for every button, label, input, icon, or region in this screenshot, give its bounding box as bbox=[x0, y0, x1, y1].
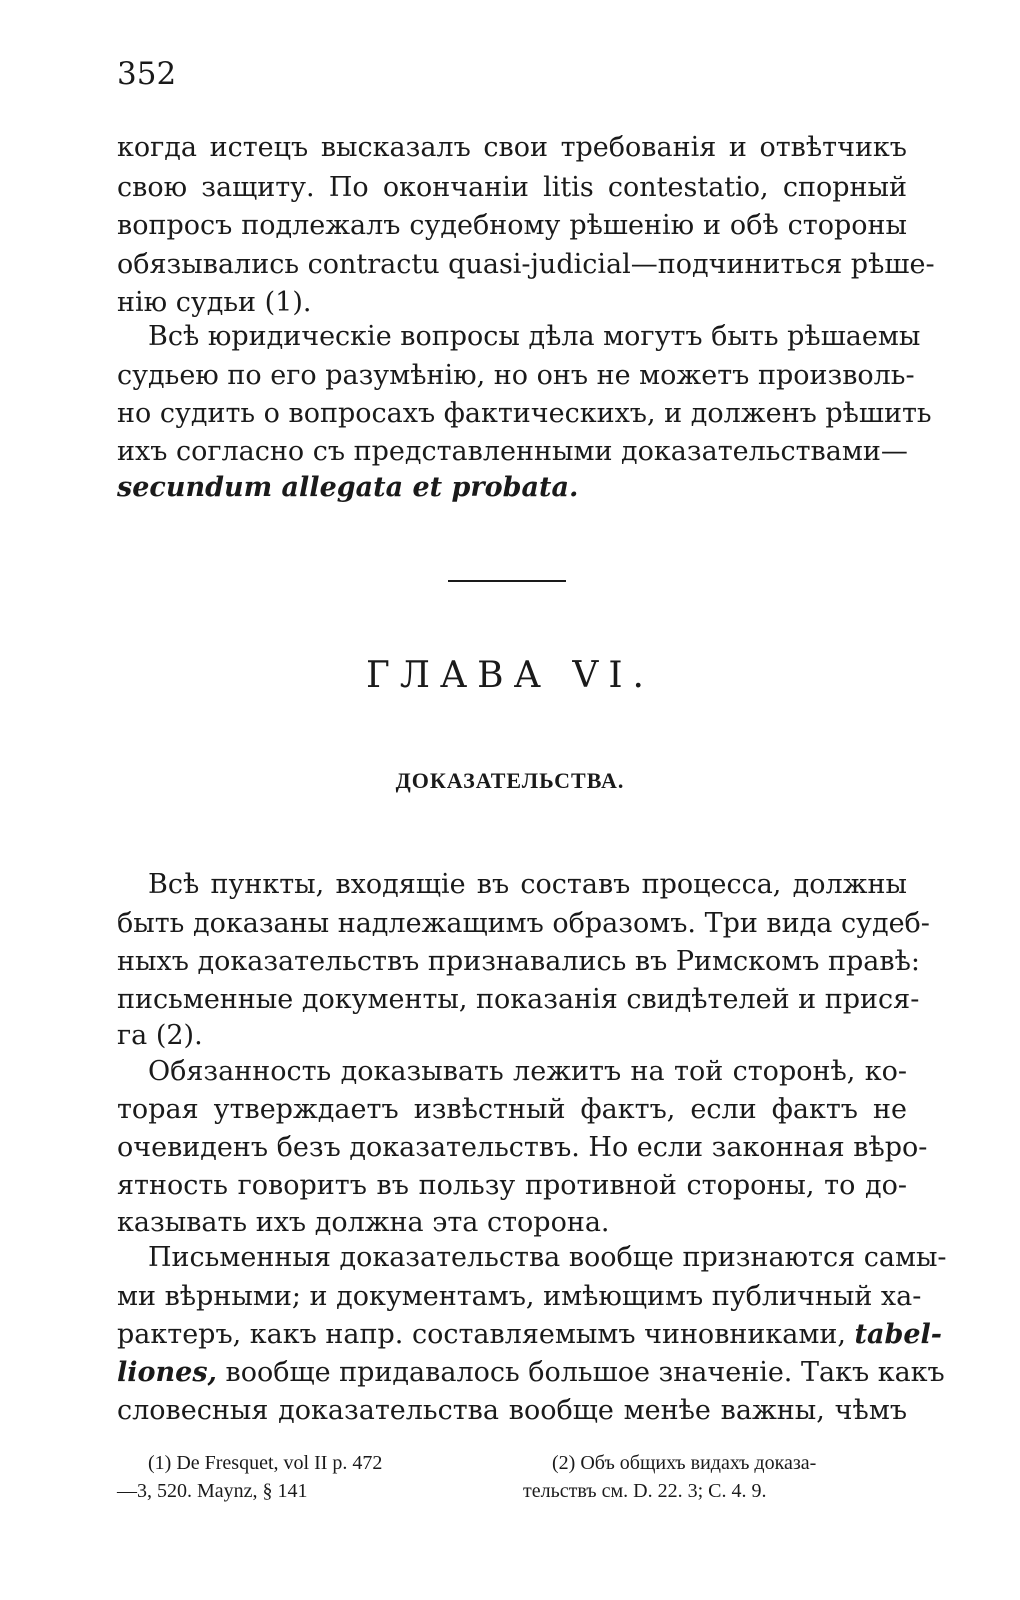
page-number: 352 bbox=[117, 56, 177, 92]
para2-italic-phrase: secundum allegata et probata. bbox=[117, 472, 579, 503]
para5-line-4-text: вообще придавалось большое значеніе. Такъ какъ bbox=[225, 1357, 945, 1388]
para2-line-2: судьею по его разумѣнію, но онъ не можетъ произволь- bbox=[117, 360, 915, 391]
section-divider bbox=[448, 580, 566, 582]
chapter-subtitle: ДОКАЗАТЕЛЬСТВА. bbox=[395, 768, 625, 793]
para5-italic-liones: liones, bbox=[117, 1357, 217, 1388]
para1-line-2: свою защиту. По окончаніи litis contestatio, спорный bbox=[117, 172, 907, 203]
para5-line-3 bbox=[117, 1315, 943, 1355]
para2-line-4: ихъ согласно съ представленными доказательствами— bbox=[117, 436, 908, 467]
footnote-1-line-1: (1) De Fresquet, vol II p. 472 bbox=[148, 1452, 383, 1474]
para4-line-5: казывать ихъ должна эта сторона. bbox=[117, 1207, 610, 1238]
para1-line-5: нію судьи (1). bbox=[117, 287, 312, 318]
para5-line-5: словесныя доказательства вообще менѣе важны, чѣмъ bbox=[117, 1395, 907, 1426]
para5-line-3-text: рактеръ, какъ напр. составляемымъ чиновниками, bbox=[117, 1319, 846, 1350]
para3-line-4: письменные документы, показанія свидѣтелей и прися- bbox=[117, 984, 920, 1015]
para4-line-3: очевиденъ безъ доказательствъ. Но если законная вѣро- bbox=[117, 1132, 928, 1163]
para3-line-5: га (2). bbox=[117, 1020, 203, 1051]
para5-line-4 bbox=[117, 1353, 945, 1393]
para5-line-2: ми вѣрными; и документамъ, имѣющимъ публичный ха- bbox=[117, 1281, 922, 1312]
para4-line-2: торая утверждаетъ извѣстный фактъ, если фактъ не bbox=[117, 1094, 907, 1125]
para5-italic-tabel: tabel- bbox=[854, 1319, 943, 1350]
para1-line-3: вопросъ подлежалъ судебному рѣшенію и обѣ стороны bbox=[117, 210, 907, 241]
para2-line-1: Всѣ юридическіе вопросы дѣла могутъ быть рѣшаемы bbox=[148, 321, 921, 352]
para4-line-4: ятность говоритъ въ пользу противной стороны, то до- bbox=[117, 1170, 907, 1201]
footnote-2-line-2: тельствъ см. D. 22. 3; C. 4. 9. bbox=[523, 1480, 767, 1502]
para3-line-3: ныхъ доказательствъ признавались въ Римскомъ правѣ: bbox=[117, 946, 920, 977]
para2-line-3: но судить о вопросахъ фактическихъ, и долженъ рѣшить bbox=[117, 398, 932, 429]
para1-line-4: обязывались contractu quasi-judicial—подчиниться рѣше- bbox=[117, 249, 935, 280]
chapter-title: ГЛАВА VI. bbox=[366, 655, 654, 696]
para5-line-1: Письменныя доказательства вообще признаются самы- bbox=[148, 1242, 947, 1273]
para4-line-1: Обязанность доказывать лежитъ на той сторонѣ, ко- bbox=[148, 1056, 907, 1087]
para3-line-2: быть доказаны надлежащимъ образомъ. Три вида судеб- bbox=[117, 908, 930, 939]
para1-line-1: когда истецъ высказалъ свои требованія и отвѣтчикъ bbox=[117, 132, 907, 163]
footnote-2-line-1: (2) Объ общихъ видахъ доказа- bbox=[552, 1452, 817, 1474]
footnote-1-line-2: —3, 520. Maynz, § 141 bbox=[117, 1480, 308, 1502]
para3-line-1: Всѣ пункты, входящіе въ составъ процесса, должны bbox=[148, 869, 907, 900]
